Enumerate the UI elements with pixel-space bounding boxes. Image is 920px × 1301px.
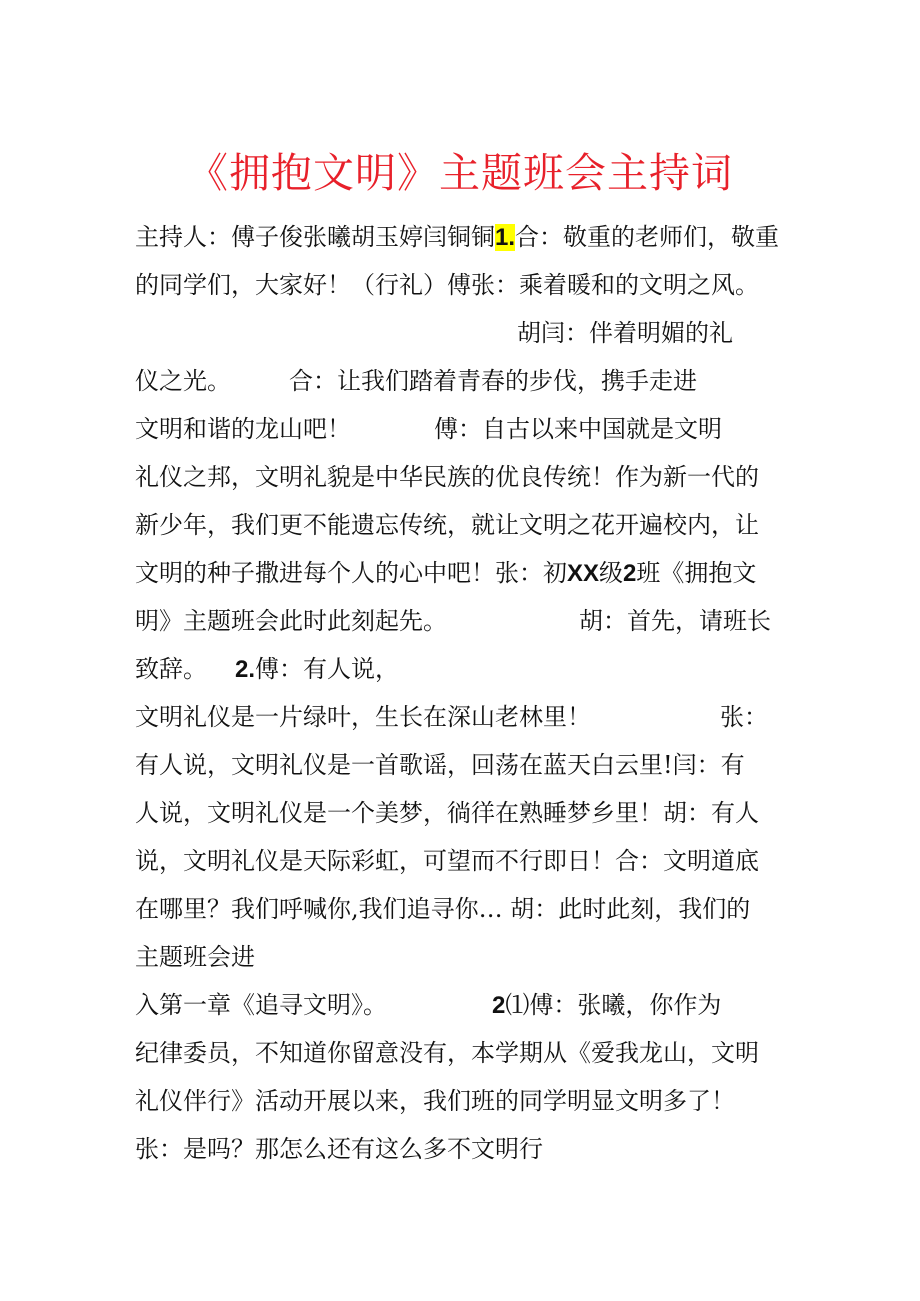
text-segment: 傅：自古以来中国就是文明 xyxy=(434,415,722,443)
text-line xyxy=(135,845,759,877)
text-line xyxy=(135,557,756,590)
text-segment-bold: 2 xyxy=(623,560,637,587)
text-line xyxy=(135,893,750,925)
text-segment: 纪律委员，不知道你留意没有，本学期从《爱我龙山，文明 xyxy=(135,1039,759,1067)
text-segment: 明》主题班会此时此刻起先。 xyxy=(135,607,447,635)
text-line xyxy=(135,989,387,1021)
text-line xyxy=(289,365,697,397)
text-line xyxy=(720,701,768,733)
text-line xyxy=(135,1037,759,1069)
text-line xyxy=(135,653,207,685)
text-line xyxy=(135,941,255,973)
text-segment: 说，文明礼仪是天际彩虹，可望而不行即日！合：文明道底 xyxy=(135,847,759,875)
text-line xyxy=(135,797,759,829)
text-line xyxy=(492,989,721,1022)
list-number: 2. xyxy=(235,656,256,683)
text-line xyxy=(579,605,771,637)
text-line xyxy=(135,749,745,781)
text-line xyxy=(135,509,759,541)
text-segment: 仪之光。 xyxy=(135,367,231,395)
text-segment: 合：让我们踏着青春的步伐，携手走进 xyxy=(289,367,697,395)
text-segment: 级 xyxy=(599,559,624,587)
text-segment: 人说，文明礼仪是一个美梦，徜徉在熟睡梦乡里！胡：有人 xyxy=(135,799,759,827)
text-segment-bold: XX xyxy=(567,560,600,587)
text-segment: 礼仪之邦，文明礼貌是中华民族的优良传统！作为新一代的 xyxy=(135,463,759,491)
text-segment: 张： xyxy=(720,703,768,731)
text-line xyxy=(135,365,231,397)
text-segment: 胡：首先，请班长 xyxy=(579,607,771,635)
text-segment: ⑴ xyxy=(505,991,530,1019)
text-line xyxy=(135,413,351,445)
text-line xyxy=(135,461,759,493)
text-segment: 主题班会进 xyxy=(135,943,255,971)
text-segment: 入第一章《追寻文明》。 xyxy=(135,991,387,1019)
text-line xyxy=(135,269,759,301)
text-segment: 文明的种子撒进每个人的心中吧！张：初 xyxy=(135,559,567,587)
text-segment: 合：敬重的老师们，敬重 xyxy=(515,223,780,251)
text-line xyxy=(135,221,779,254)
text-segment: 班《拥抱文 xyxy=(636,559,757,587)
text-line xyxy=(235,653,399,686)
text-segment: 张：是吗？那怎么还有这么多不文明行 xyxy=(135,1135,543,1163)
text-line xyxy=(517,317,733,349)
document-title: 《拥抱文明》主题班会主持词 xyxy=(187,149,733,197)
text-line xyxy=(434,413,722,445)
list-number: 2 xyxy=(492,992,506,1019)
text-segment: 新少年，我们更不能遗忘传统，就让文明之花开遍校内，让 xyxy=(135,511,759,539)
text-segment: 在哪里？我们呼喊你,我们追寻你… 胡：此时此刻，我们的 xyxy=(135,895,751,923)
text-segment: 傅：张曦，你作为 xyxy=(529,991,722,1019)
text-line xyxy=(135,605,447,637)
text-segment: 礼仪伴行》活动开展以来，我们班的同学明显文明多了！ xyxy=(135,1087,735,1115)
text-segment: 文明和谐的龙山吧！ xyxy=(135,415,351,443)
text-segment: 有人说，文明礼仪是一首歌谣，回荡在蓝天白云里!闫：有 xyxy=(135,751,745,779)
highlighted-number: 1. xyxy=(495,224,516,251)
text-segment: 傅：有人说， xyxy=(255,655,400,683)
text-segment: 主持人：傅子俊张曦胡玉婷闫铜铜 xyxy=(135,223,495,251)
text-segment: 胡闫：伴着明媚的礼 xyxy=(517,319,733,347)
text-segment: 文明礼仪是一片绿叶，生长在深山老林里！ xyxy=(135,703,591,731)
text-segment: 的同学们，大家好！（行礼）傅张：乘着暖和的文明之风。 xyxy=(135,271,759,299)
text-line xyxy=(135,701,591,733)
text-line xyxy=(135,1133,543,1165)
text-line xyxy=(135,1085,735,1117)
text-segment: 致辞。 xyxy=(135,655,207,683)
